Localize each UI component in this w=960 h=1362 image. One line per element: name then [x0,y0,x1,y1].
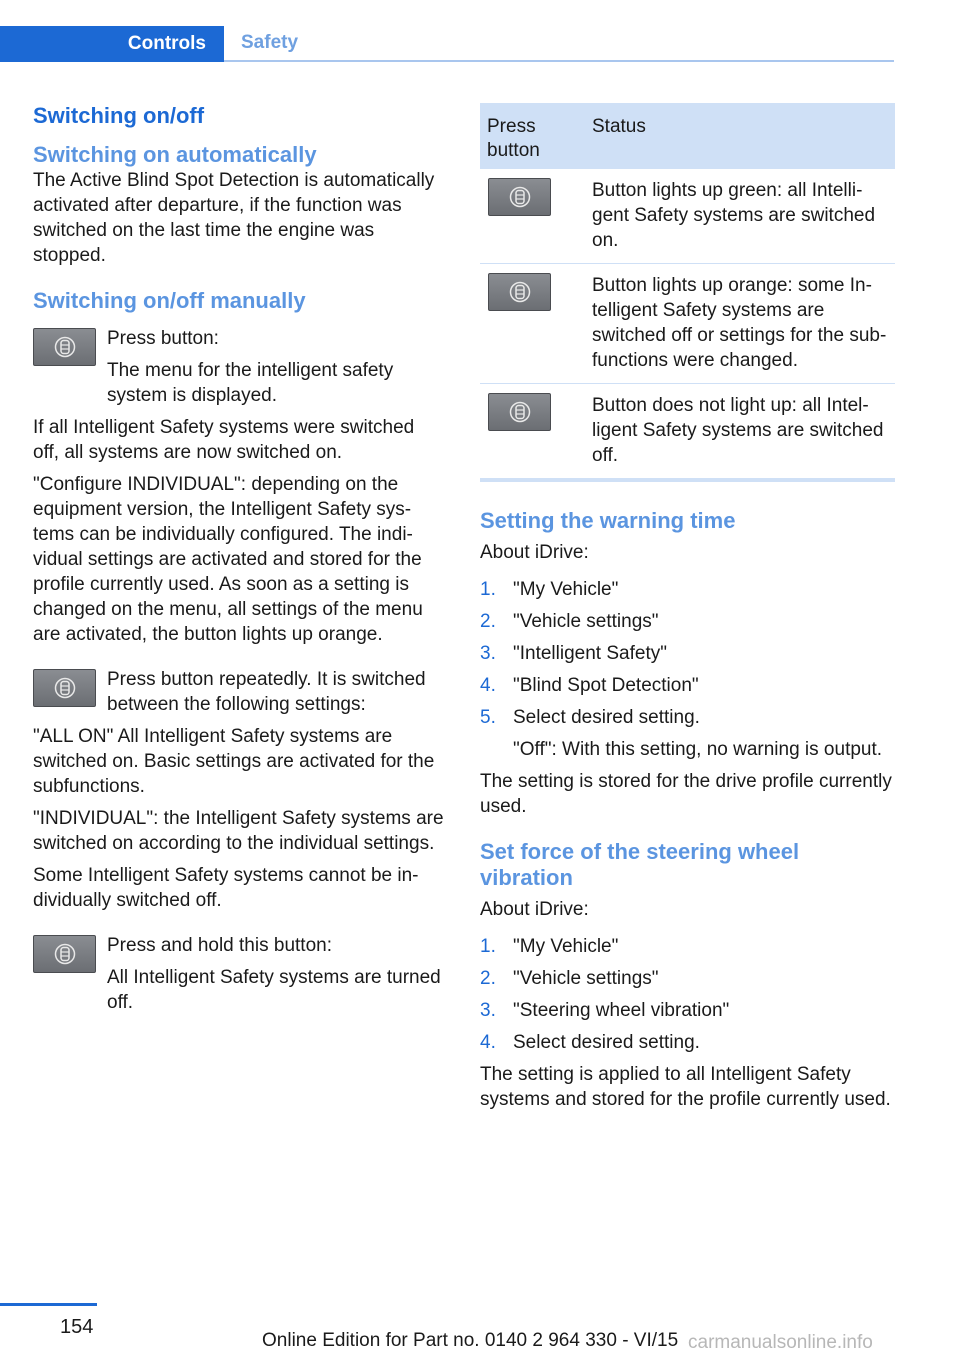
press-button-row [33,326,445,408]
menu-text: The menu for the intelligent safety system is displayed. [107,360,394,406]
header-press-button: Press button [487,116,540,161]
left-column [33,100,445,1015]
footer-divider [0,1303,97,1306]
vibration-steps [480,934,895,1055]
intelligent-safety-button[interactable] [33,935,96,973]
vibration-about: About iDrive: [480,899,589,920]
warning-heading: Setting the warning time [480,508,736,533]
all-off-text: All Intelligent Safety systems are turned off. [107,967,441,1013]
intelligent-safety-icon [54,335,76,359]
auto-heading: Switching on automatically [33,142,317,167]
list-item: 4. "Blind Spot Detection" [480,675,699,696]
status-green: Button lights up green: all Intelligent Safety systems are switched on. [592,180,876,251]
intelligent-safety-button [488,273,551,311]
some-systems-text: Some Intelligent Safety systems cannot be individually switched off. [33,865,419,911]
press-hold-text: Press and hold this button: [107,935,332,956]
header-status: Status [592,116,646,137]
intelligent-safety-icon [509,280,531,304]
vibration-applied: The setting is applied to all Intelligent Safety systems and stored for the profile currently used. [480,1064,891,1110]
press-repeat-text: Press button repeatedly. It is switched between the following settings: [107,669,426,715]
all-on-text: "ALL ON" All Intelligent Safety systems are switched on. Basic settings are activated for the subfunctions. [33,726,435,797]
list-item: 1. "My Vehicle" [480,579,619,600]
status-off: Button does not light up: all Intelligent Safety systems are switched off. [592,395,884,466]
warning-stored: The setting is stored for the drive profile currently used. [480,771,892,817]
step5-sub: "Off": With this setting, no warning is output. [513,739,883,760]
intelligent-safety-icon [54,942,76,966]
status-orange: Button lights up orange: some Intelligent Safety systems are switched off or settings for the sub-functions were changed. [592,275,887,371]
intelligent-safety-icon [509,400,531,424]
edition-text: Online Edition for Part no. 0140 2 964 330 - VI/15 [262,1330,679,1351]
list-item: 3. "Intelligent Safety" [480,643,667,664]
list-item: 2. "Vehicle settings" [480,611,659,632]
list-item: 3. "Steering wheel vibration" [480,1000,730,1021]
right-column [480,103,895,1112]
list-item: 4. Select desired setting. [480,1032,700,1053]
list-item: 2. "Vehicle settings" [480,968,659,989]
status-table [480,103,895,482]
warning-about: About iDrive: [480,542,589,563]
intelligent-safety-button [488,178,551,216]
warning-steps [480,577,895,762]
table-row [480,384,895,478]
intelligent-safety-button[interactable] [33,328,96,366]
intelligent-safety-icon [509,185,531,209]
configure-text: "Configure INDIVIDUAL": depending on the equipment version, the Intelligent Safety systems can be individually configured. The individual settings are activated and stored for the profile currently used. As soon as a setting is changed on the menu, all settings of the menu are activated, the button lights up orange. [33,474,423,645]
all-switched-text: If all Intelligent Safety systems were switched off, all systems are now switched on. [33,417,415,463]
table-row [480,169,895,264]
page-number: 154 [60,1316,94,1338]
header-divider [0,60,224,62]
page-header [0,0,960,62]
list-item: 5. Select desired setting. "Off": With this setting, no warning is output. [480,705,895,762]
individual-text: "INDIVIDUAL": the Intelligent Safety systems are switched on according to the individual settings. [33,808,444,854]
press-hold-row [33,933,445,1015]
list-item: 1. "My Vehicle" [480,936,619,957]
press-button-text: Press button: [107,328,219,349]
watermark: carmanualsonline.info [688,1332,873,1353]
tab-controls[interactable]: Controls [0,26,224,62]
press-repeat-row [33,667,445,717]
section-title: Switching on/off [33,103,205,128]
intelligent-safety-button [488,393,551,431]
intelligent-safety-button[interactable] [33,669,96,707]
table-row [480,264,895,384]
table-header [480,103,895,169]
vibration-heading: Set force of the steering wheel vibration [480,839,800,890]
intelligent-safety-icon [54,676,76,700]
manual-heading: Switching on/off manually [33,288,306,313]
tab-safety[interactable]: Safety [224,26,894,62]
auto-text: The Active Blind Spot Detection is automatically activated after departure, if the function was switched on the last time the engine was stopped. [33,170,435,266]
